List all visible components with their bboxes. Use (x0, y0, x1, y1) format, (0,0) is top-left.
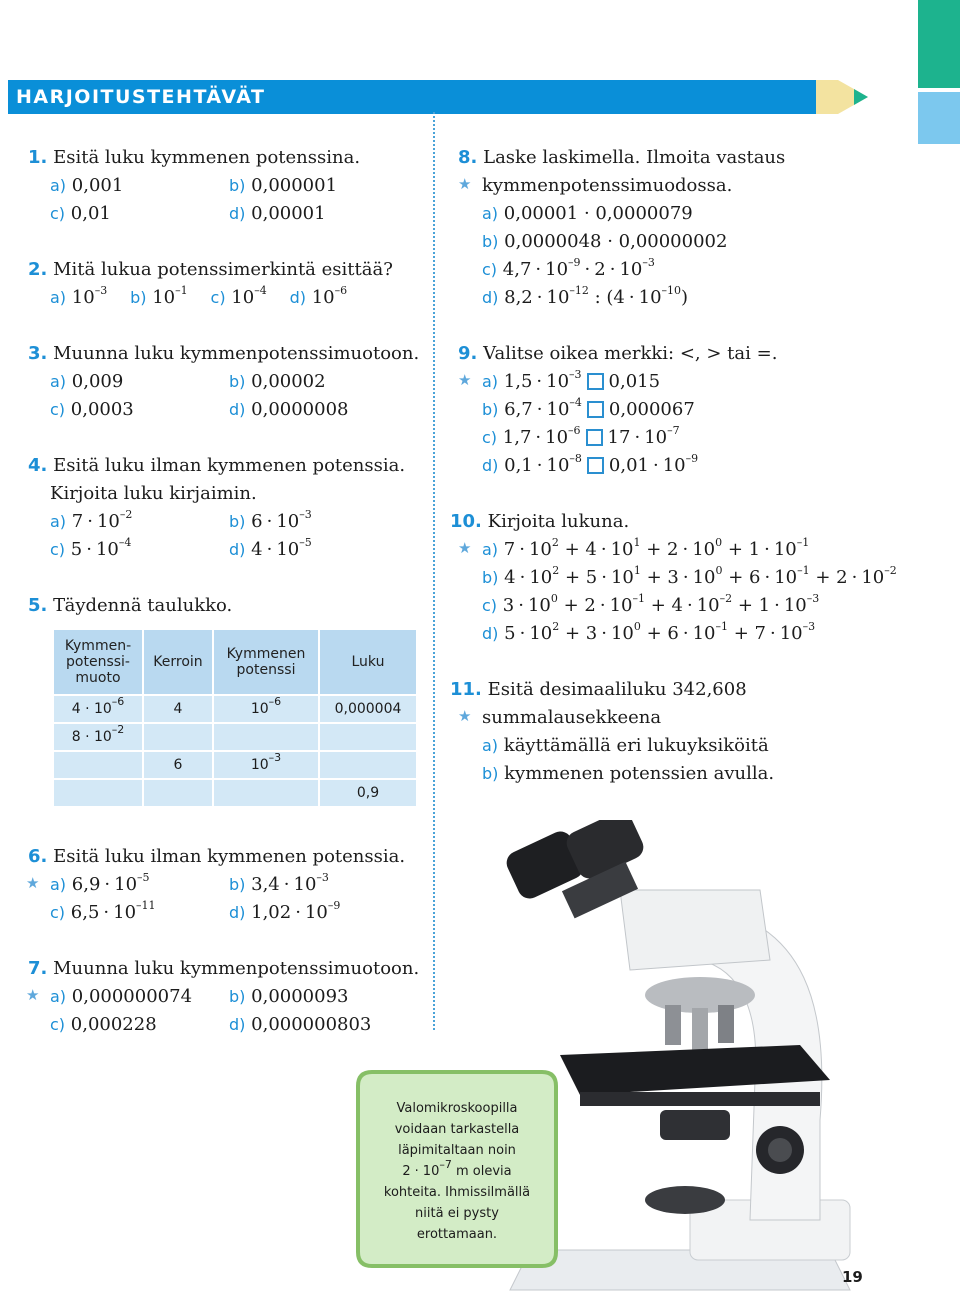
table-row (54, 696, 416, 722)
ex1-c: c) 0,01 (50, 203, 111, 224)
ex9-c: c) $1,7 \cdot 10^{-6}$ $17 \cdot 10^{-7}$ (482, 424, 680, 448)
ex3-title: 3. Muunna luku kymmenpotenssimuotoon. (28, 343, 420, 364)
table-cell (214, 724, 318, 750)
table-row (54, 724, 416, 750)
ex8-a: a) 0,00001 · 0,0000079 (482, 203, 693, 224)
ex8-subtitle: kymmenpotenssimuodossa. (482, 175, 733, 196)
ex2-title: 2. Mitä lukua potenssimerkintä esittää? (28, 259, 393, 280)
table-cell (214, 780, 318, 806)
ex4-c: c) $5 \cdot 10^{-4}$ (50, 536, 132, 560)
ex3-a: a) 0,009 (50, 371, 124, 392)
ex4-b: b) $6 \cdot 10^{-3}$ (229, 508, 312, 532)
table-cell: 0,000004 (320, 696, 416, 722)
ex6-d: d) $1,02 \cdot 10^{-9}$ (229, 899, 341, 923)
ex10-c: c) $3 \cdot 10^0 + 2 \cdot 10^{-1} + 4 \cdot 10^{-2} + 1 \cdot 10^{-3}$ (482, 592, 820, 616)
table-header: Kerroin (144, 630, 212, 694)
ex8-b: b) 0,0000048 · 0,00000002 (482, 231, 728, 252)
table-header: Luku (320, 630, 416, 694)
table-cell: $8 \cdot 10^{-2}$ (54, 724, 142, 750)
ex7-d: d) 0,000000803 (229, 1014, 372, 1035)
ex9-title: 9. Valitse oikea merkki: <, > tai =. (458, 343, 778, 364)
ex1-d: d) 0,00001 (229, 203, 326, 224)
ex7-title: 7. Muunna luku kymmenpotenssimuotoon. (28, 958, 420, 979)
ex7-c: c) 0,000228 (50, 1014, 157, 1035)
caption-text: Valomikroskoopilla voidaan tarkastella läpimitaltaan noin $2 \cdot 10^{-7}$ m olevia kohteita. Ihmissilmällä niitä ei pysty erottamaan. (383, 1101, 531, 1242)
answer-box[interactable] (587, 457, 604, 474)
ex8-c: c) $4,7 \cdot 10^{-9} \cdot 2 \cdot 10^{-3}$ (482, 256, 655, 280)
side-tab-blue (918, 92, 960, 144)
answer-box[interactable] (587, 373, 604, 390)
ex9-d: d) $0,1 \cdot 10^{-8}$ $0,01 \cdot 10^{-9}$ (482, 452, 699, 476)
ex5-title: 5. Täydennä taulukko. (28, 595, 233, 616)
ex3-c: c) 0,0003 (50, 399, 134, 420)
table-cell (54, 780, 142, 806)
ex1-a: a) 0,001 (50, 175, 124, 196)
answer-box[interactable] (587, 401, 604, 418)
ex11-title: 11. Esitä desimaaliluku 342,608 (450, 679, 747, 700)
table-cell: 6 (144, 752, 212, 778)
star-icon: ★ (458, 707, 472, 725)
section-title: HARJOITUSTEHTÄVÄT (16, 86, 266, 108)
table-header: Kymmenen potenssi (214, 630, 318, 694)
table-cell (320, 724, 416, 750)
ex7-a: a) 0,000000074 (50, 986, 193, 1007)
table-header: Kymmen-potenssi-muoto (54, 630, 142, 694)
ex1-question: Esitä luku kymmenen potenssina. (53, 147, 361, 168)
ex11-subtitle: summalausekkeena (482, 707, 662, 728)
table-cell (320, 752, 416, 778)
star-icon: ★ (458, 539, 472, 557)
ex4-a: a) $7 \cdot 10^{-2}$ (50, 508, 133, 532)
ex4-title: 4. Esitä luku ilman kymmenen potenssia. (28, 455, 406, 476)
ex10-title: 10. Kirjoita lukuna. (450, 511, 630, 532)
ex6-title: 6. Esitä luku ilman kymmenen potenssia. (28, 846, 406, 867)
ex6-a: a) $6,9 \cdot 10^{-5}$ (50, 871, 150, 895)
ex6-c: c) $6,5 \cdot 10^{-11}$ (50, 899, 156, 923)
ex9-a: a) $1,5 \cdot 10^{-3}$ 0,015 (482, 368, 661, 392)
ex1-b: b) 0,000001 (229, 175, 338, 196)
answer-box[interactable] (586, 429, 603, 446)
ex7-b: b) 0,0000093 (229, 986, 349, 1007)
table-cell (144, 724, 212, 750)
table-cell: 4 (144, 696, 212, 722)
ex4-subtitle: Kirjoita luku kirjaimin. (50, 483, 257, 504)
star-icon: ★ (26, 986, 40, 1004)
ex10-a: a) $7 \cdot 10^2 + 4 \cdot 10^1 + 2 \cdot 10^0 + 1 \cdot 10^{-1}$ (482, 536, 810, 560)
table-cell (144, 780, 212, 806)
ex9-b: b) $6,7 \cdot 10^{-4}$ 0,000067 (482, 396, 695, 420)
ex10-b: b) $4 \cdot 10^2 + 5 \cdot 10^1 + 3 \cdot 10^0 + 6 \cdot 10^{-1} + 2 \cdot 10^{-2}$ (482, 564, 897, 588)
table-row (54, 780, 416, 806)
ex1-number: 1. (28, 147, 48, 168)
ex11-a: a) käyttämällä eri lukuyksiköitä (482, 735, 769, 756)
column-divider (433, 112, 435, 1030)
pencil-icon (816, 80, 872, 114)
star-icon: ★ (26, 874, 40, 892)
side-tab-green (918, 0, 960, 88)
ex1-title (28, 147, 360, 169)
star-icon: ★ (458, 371, 472, 389)
table-cell: $4 \cdot 10^{-6}$ (54, 696, 142, 722)
ex6-b: b) $3,4 \cdot 10^{-3}$ (229, 871, 329, 895)
ex8-d: d) $8,2 \cdot 10^{-12}$ : $(4 \cdot 10^{-10})$ (482, 284, 689, 308)
ex11-b: b) kymmenen potenssien avulla. (482, 763, 775, 784)
ex10-d: d) $5 \cdot 10^2 + 3 \cdot 10^0 + 6 \cdot 10^{-1} + 7 \cdot 10^{-3}$ (482, 620, 816, 644)
star-icon: ★ (458, 175, 472, 193)
table-cell: $10^{-3}$ (214, 752, 318, 778)
table-cell (54, 752, 142, 778)
table-cell: 0,9 (320, 780, 416, 806)
ex3-b: b) 0,00002 (229, 371, 326, 392)
ex2-items: a) $10^{-3}$ b) $10^{-1}$ c) $10^{-4}$ d) $10^{-6}$ (50, 284, 348, 308)
ex5-table (52, 628, 418, 808)
table-row (54, 752, 416, 778)
table-cell: $10^{-6}$ (214, 696, 318, 722)
ex8-title: 8. Laske laskimella. Ilmoita vastaus (458, 147, 786, 168)
ex3-d: d) 0,0000008 (229, 399, 349, 420)
ex4-d: d) $4 \cdot 10^{-5}$ (229, 536, 312, 560)
page-number: 19 (842, 1268, 863, 1286)
